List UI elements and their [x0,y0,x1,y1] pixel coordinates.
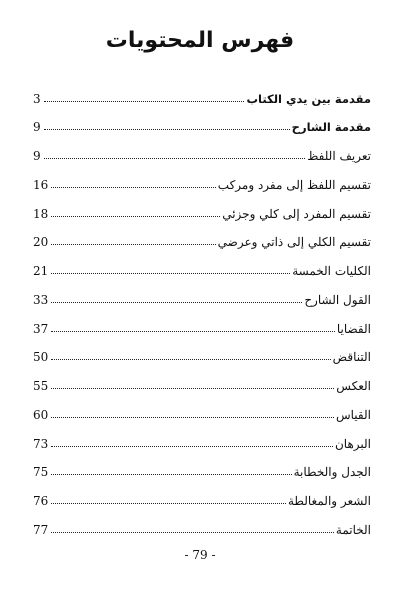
dot-leader [44,158,306,159]
dot-leader [51,359,330,360]
dot-leader [51,244,215,245]
toc-entry-title: القياس [336,408,371,422]
toc-entry-title: تقسيم المفرد إلى كلي وجزئي [222,207,371,221]
dot-leader [51,273,290,274]
dot-leader [44,129,290,130]
toc-entry-page: 76 [33,494,49,508]
dot-leader [51,417,334,418]
toc-entry [33,145,371,163]
toc-entry-title: القول الشارح [304,293,371,307]
toc-entry-title: الكليات الخمسة [292,264,371,278]
toc-entry [33,461,371,479]
toc-entry [33,231,371,249]
dot-leader [51,302,302,303]
toc-entry-title: الشعر والمغالطة [287,494,371,508]
toc-entry [33,289,371,307]
dot-leader [51,474,291,475]
toc-entry-page: 77 [33,523,49,537]
toc-entry [33,318,371,336]
toc-entry [33,375,371,393]
toc-entry [33,174,371,192]
page-number: - 79 - [184,548,216,562]
toc-entry-title: البرهان [334,437,371,451]
toc-entry-page: 50 [33,350,49,364]
dot-leader [51,388,334,389]
toc-entry-page: 33 [33,293,49,307]
toc-entry-page: 9 [33,120,41,134]
toc-entry-title: التناقض [332,350,371,364]
toc-entry-page: 73 [33,437,49,451]
toc-entry-page: 18 [33,207,49,221]
toc-entry [33,404,371,422]
toc-entry [33,203,371,221]
page-title: فهرس المحتويات [105,28,295,53]
dot-leader [51,532,334,533]
toc-entry-page: 9 [33,149,41,163]
dot-leader [51,446,333,447]
dot-leader [51,216,220,217]
toc-entry-page: 16 [33,178,49,192]
toc-entry-title: الجدل والخطابة [293,465,371,479]
toc-entry-page: 60 [33,408,49,422]
toc-entry-title: تقسيم اللفظ إلى مفرد ومركب [217,178,371,192]
dot-leader [51,503,286,504]
toc-entry-title: القضايا [336,322,371,336]
dot-leader [51,187,216,188]
toc-entry [33,88,371,106]
toc-entry [33,519,371,537]
toc-entry [33,346,371,364]
dot-leader [44,101,245,102]
dot-leader [51,331,335,332]
toc-entry [33,490,371,508]
toc-entry-title: العكس [336,379,371,393]
toc-entry-title: مقدمة بين يدي الكتاب [246,92,371,106]
toc-entry-page: 21 [33,264,49,278]
toc-entry-title: تعريف اللفظ [307,149,371,163]
toc-entry-page: 55 [33,379,49,393]
toc-entry-title: تقسيم الكلي إلى ذاتي وعرضي [217,235,371,249]
toc-entry [33,433,371,451]
toc-entry-title: مقدمة الشارح [291,120,371,134]
toc-entry-title: الخاتمة [335,523,371,537]
toc-entry-page: 20 [33,235,49,249]
toc-entry-page: 37 [33,322,49,336]
toc-entry-page: 3 [33,92,41,106]
toc-entry [33,260,371,278]
toc-entry [33,116,371,134]
toc-entry-page: 75 [33,465,49,479]
